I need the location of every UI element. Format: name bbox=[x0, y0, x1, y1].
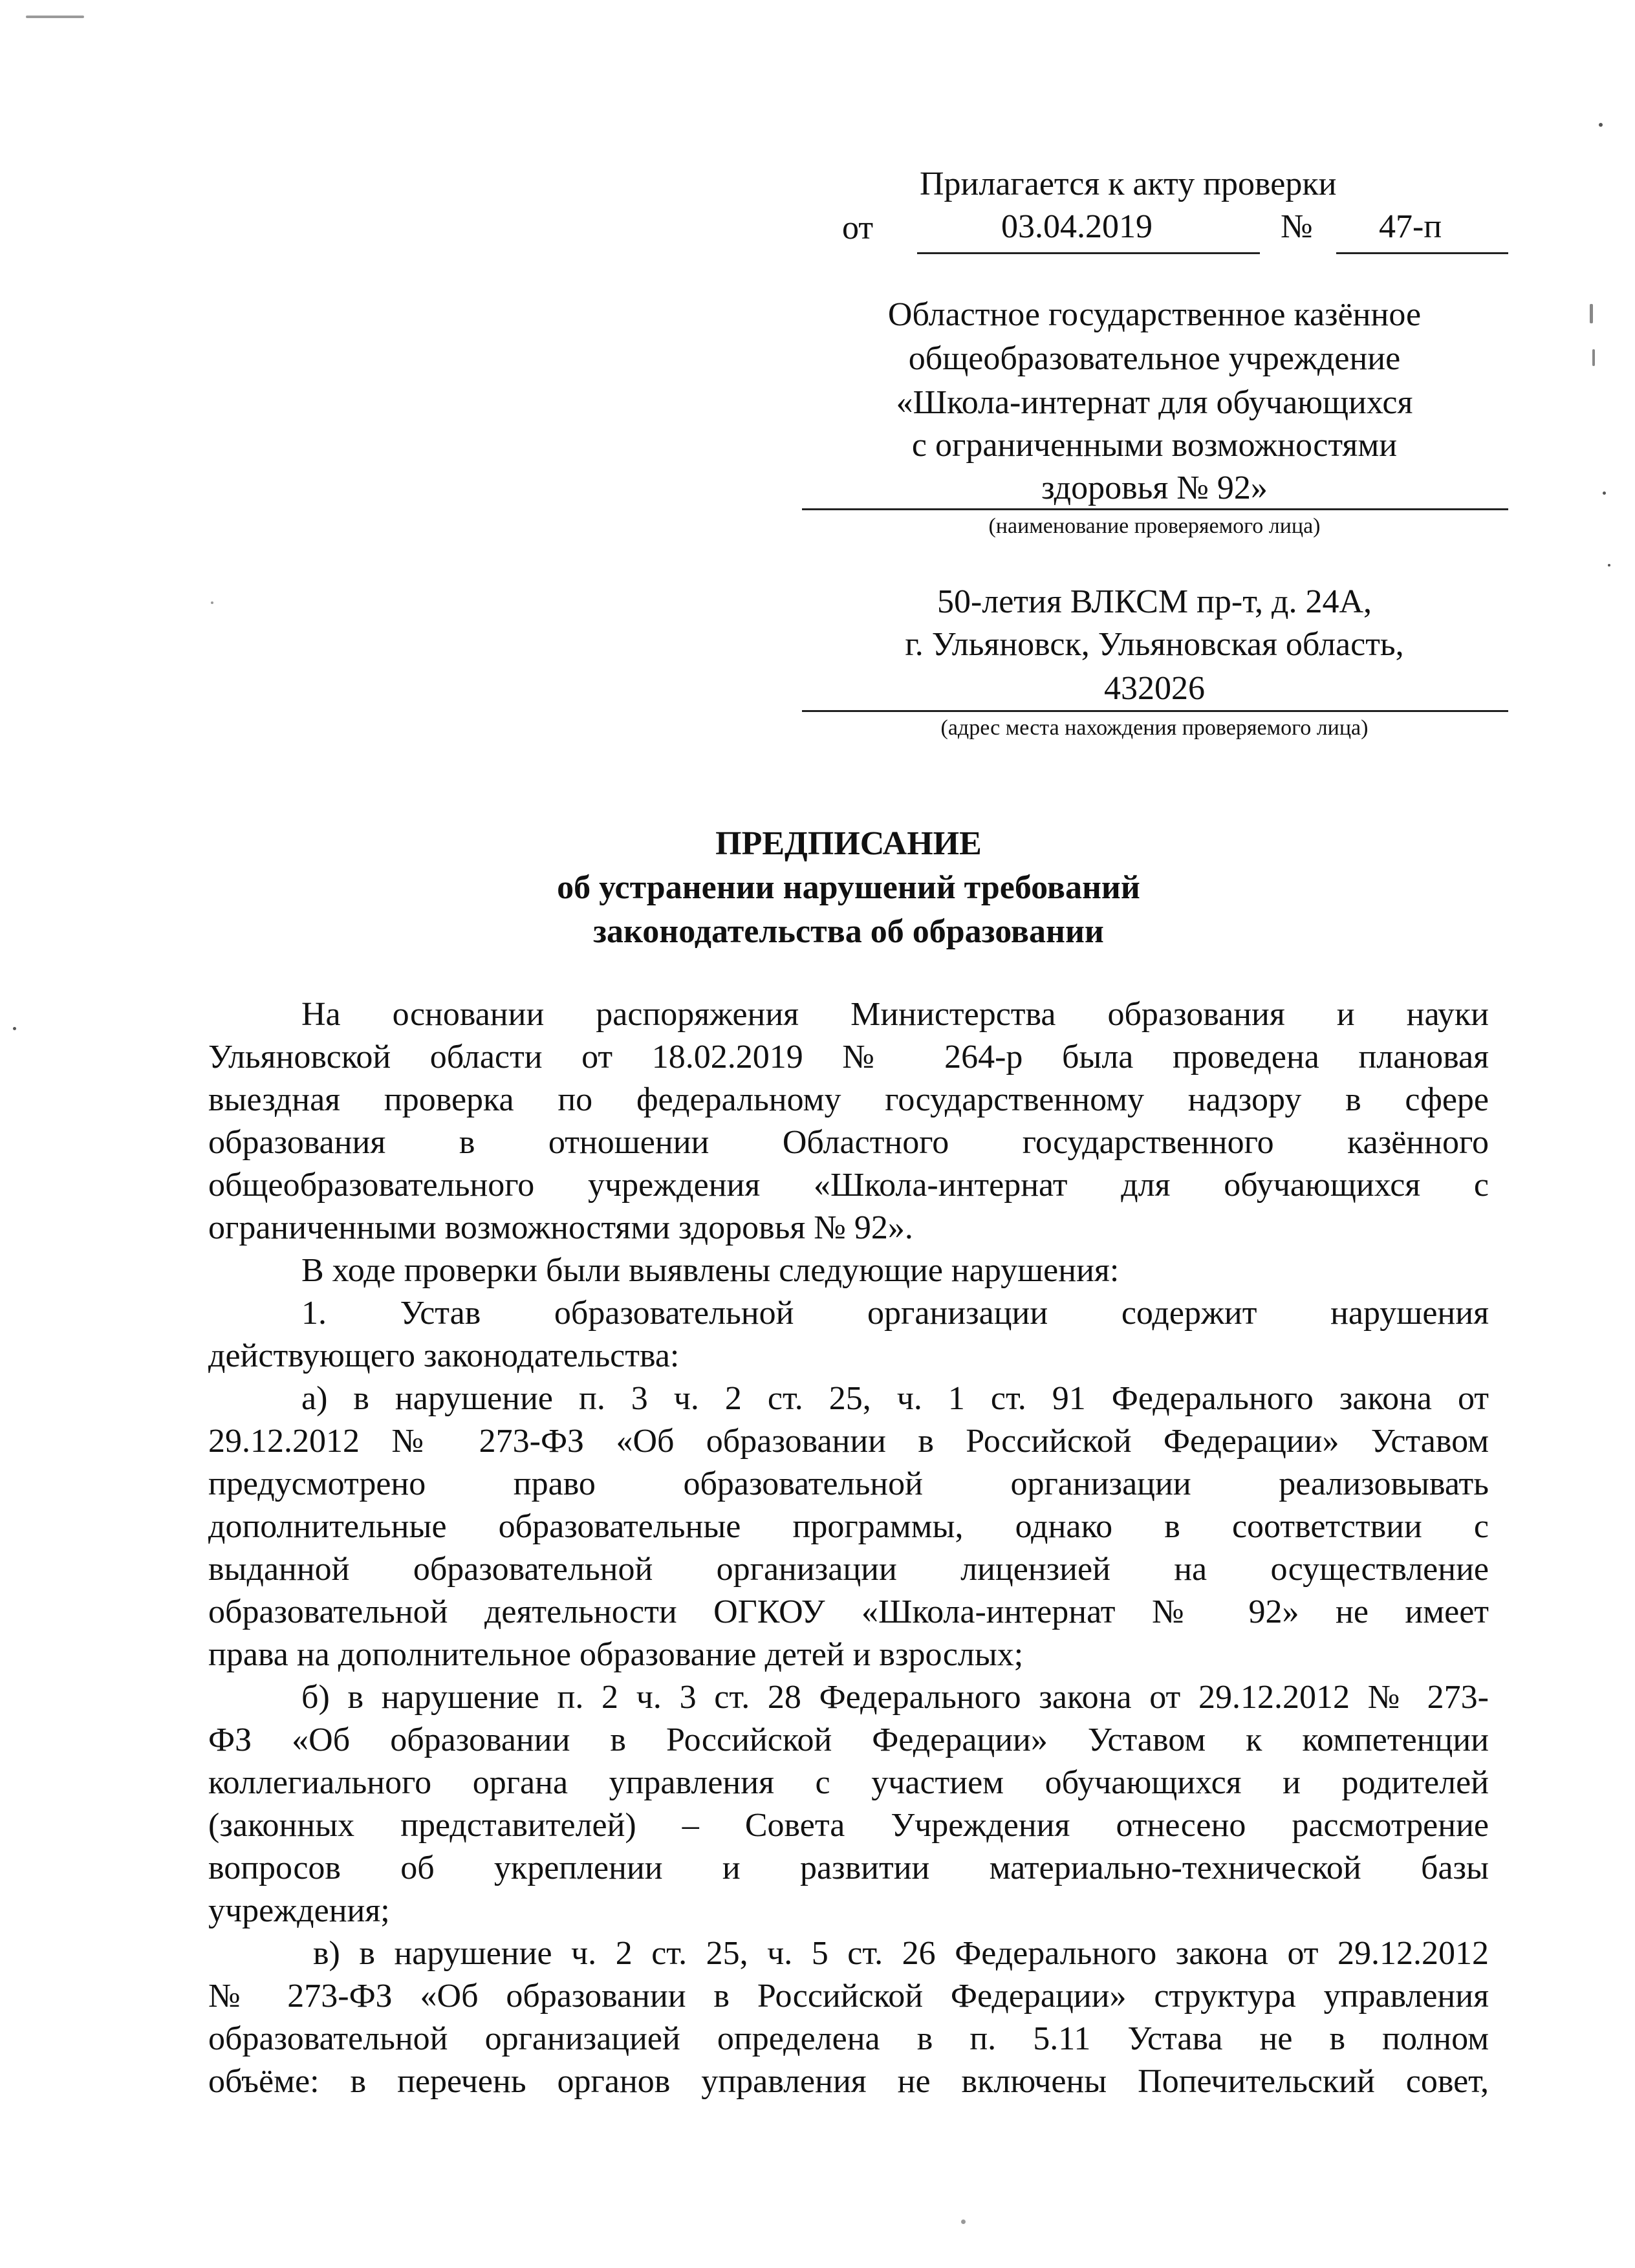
scan-artifact bbox=[1603, 491, 1606, 495]
body-line: права на дополнительное образование детей и взрослых; bbox=[208, 1636, 1024, 1673]
org-name-line-3: «Школа-интернат для обучающихся bbox=[896, 384, 1413, 421]
attached-to-text: Прилагается к акту проверки bbox=[920, 166, 1337, 202]
body-line: общеобразовательного учреждения «Школа-интернат для обучающихся с bbox=[208, 1167, 1489, 1204]
body-line: вопросов об укреплении и развитии материально-технической базы bbox=[208, 1850, 1489, 1886]
scan-artifact bbox=[1590, 304, 1593, 323]
number-sign: № bbox=[1281, 208, 1313, 245]
body-line: На основании распоряжения Министерства образования и науки bbox=[301, 996, 1489, 1033]
document-subtitle-2: законодательства об образовании bbox=[593, 913, 1104, 950]
body-line: дополнительные образовательные программы, однако в соответствии с bbox=[208, 1508, 1489, 1545]
body-line: ФЗ «Об образовании в Российской Федерации» Уставом к компетенции bbox=[208, 1722, 1489, 1758]
body-line: 1. Устав образовательной организации содержит нарушения bbox=[301, 1295, 1489, 1332]
scan-artifact bbox=[211, 601, 213, 604]
scan-artifact bbox=[26, 16, 84, 18]
address-line-2: г. Ульяновск, Ульяновская область, bbox=[905, 626, 1404, 663]
address-line-1: 50-летия ВЛКСМ пр-т, д. 24А, bbox=[937, 583, 1372, 620]
org-name-caption: (наименование проверяемого лица) bbox=[988, 514, 1321, 538]
date-underline bbox=[917, 252, 1260, 254]
body-line: а) в нарушение п. 3 ч. 2 ст. 25, ч. 1 ст. 91 Федерального закона от bbox=[301, 1380, 1489, 1417]
scan-artifact bbox=[1599, 123, 1603, 127]
org-name-underline bbox=[802, 508, 1508, 510]
scan-artifact bbox=[961, 2219, 966, 2224]
org-name-line-5: здоровья № 92» bbox=[1041, 470, 1268, 506]
body-line: действующего законодательства: bbox=[208, 1337, 680, 1374]
document-title: ПРЕДПИСАНИЕ bbox=[715, 825, 982, 862]
org-name-line-4: с ограниченными возможностями bbox=[911, 427, 1398, 464]
document-subtitle-1: об устранении нарушений требований bbox=[557, 869, 1140, 906]
body-line: В ходе проверки были выявлены следующие нарушения: bbox=[301, 1252, 1120, 1289]
body-line: в) в нарушение ч. 2 ст. 25, ч. 5 ст. 26 Федерального закона от 29.12.2012 bbox=[313, 1935, 1489, 1972]
body-line: № 273-ФЗ «Об образовании в Российской Федерации» структура управления bbox=[208, 1978, 1489, 2014]
scan-artifact bbox=[1592, 349, 1595, 366]
org-name-line-2: общеобразовательное учреждение bbox=[908, 340, 1401, 377]
body-line: выездная проверка по федеральному государственному надзору в сфере bbox=[208, 1081, 1489, 1118]
from-label: от bbox=[842, 210, 874, 246]
body-line: предусмотрено право образовательной организации реализовывать bbox=[208, 1465, 1489, 1502]
scan-artifact bbox=[13, 1027, 16, 1030]
body-line: (законных представителей) – Совета Учреждения отнесено рассмотрение bbox=[208, 1807, 1489, 1844]
body-line: Ульяновской области от 18.02.2019 № 264-р была проведена плановая bbox=[208, 1039, 1489, 1075]
body-line: объёме: в перечень органов управления не включены Попечительский совет, bbox=[208, 2063, 1489, 2100]
act-number: 47-п bbox=[1379, 208, 1442, 245]
body-line: выданной образовательной организации лицензией на осуществление bbox=[208, 1551, 1489, 1588]
body-line: образовательной организацией определена в п. 5.11 Устава не в полном bbox=[208, 2020, 1489, 2057]
number-underline bbox=[1336, 252, 1508, 254]
org-name-line-1: Областное государственное казённое bbox=[887, 296, 1422, 333]
body-line: б) в нарушение п. 2 ч. 3 ст. 28 Федерального закона от 29.12.2012 № 273- bbox=[301, 1679, 1489, 1716]
body-line: 29.12.2012 № 273-ФЗ «Об образовании в Российской Федерации» Уставом bbox=[208, 1423, 1489, 1460]
address-underline bbox=[802, 710, 1508, 712]
act-date: 03.04.2019 bbox=[1001, 208, 1153, 245]
body-line: коллегиального органа управления с участием обучающихся и родителей bbox=[208, 1764, 1489, 1801]
body-line: ограниченными возможностями здоровья № 92». bbox=[208, 1209, 913, 1246]
address-line-3: 432026 bbox=[1104, 670, 1205, 707]
body-line: образовательной деятельности ОГКОУ «Школа-интернат № 92» не имеет bbox=[208, 1593, 1489, 1630]
address-caption: (адрес места нахождения проверяемого лица) bbox=[940, 716, 1369, 740]
body-line: учреждения; bbox=[208, 1892, 390, 1929]
scan-artifact bbox=[1608, 564, 1610, 567]
body-line: образования в отношении Областного государственного казённого bbox=[208, 1124, 1489, 1161]
